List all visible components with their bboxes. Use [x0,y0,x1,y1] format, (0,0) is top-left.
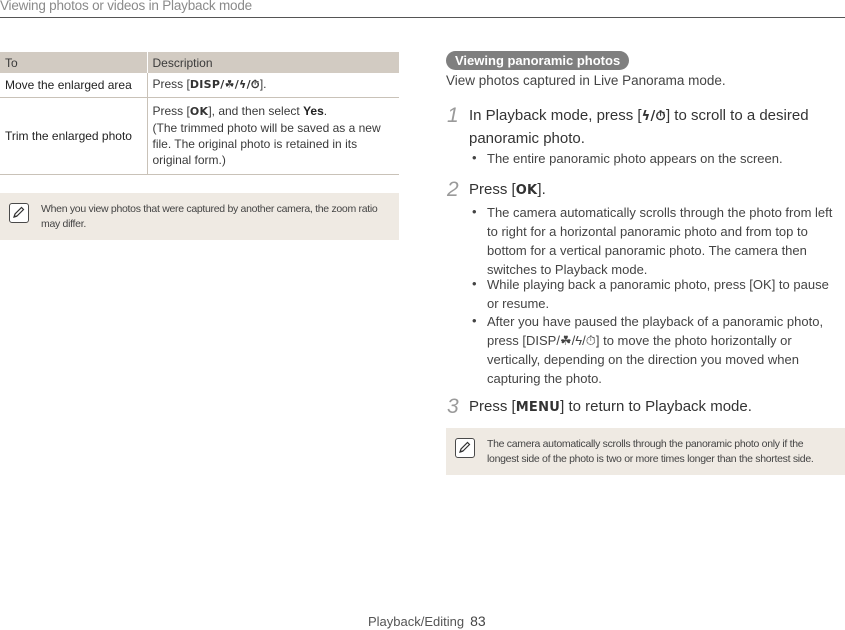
step-bullet: The entire panoramic photo appears on the screen. [487,151,783,166]
step-text-part: ] to scroll to a desired panoramic photo. [469,107,809,147]
desc-text: (The trimmed photo will be saved as a new file. The original photo is retained in its original form.) [152,121,381,167]
desc-text: ], and then select [208,104,304,118]
step-number: 1 [447,104,459,127]
step-text [469,396,752,419]
pencil-note-icon [9,203,29,223]
step-text-part: Press [ [469,181,516,198]
desc-text: . [323,104,328,118]
column-header-to: To [0,52,147,73]
step-text-part: In Playback mode, press [ [469,107,642,124]
note-box [446,428,845,475]
table-header-row [0,52,399,73]
button-keys-symbol: DISP/☘/ϟ/⏱ [189,78,260,92]
column-header-description: Description [147,52,399,73]
action-table [0,52,399,175]
row-description [147,97,399,174]
step-bullet: After you have paused the playback of a panoramic photo, press [DISP/☘/ϟ/⏱] to move the photo horizontally or vertically, depending on the direction you moved when capturing the photo. [487,314,824,386]
desc-text: Press [ [152,104,190,118]
step-bullet: While playing back a panoramic photo, press [OK] to pause or resume. [487,277,829,311]
ok-key-symbol: OK [515,183,538,198]
page-header [0,0,845,18]
note-box [0,193,399,240]
bullet-dot: • [472,276,477,291]
note-text: When you view photos that were captured by another camera, the zoom ratio may differ. [41,203,378,230]
page-footer [368,613,486,629]
menu-key-symbol: MENU [515,400,561,415]
desc-text: Press [ [152,77,190,92]
step-text [469,179,546,202]
header-title: Viewing photos or videos in Playback mode [0,0,252,13]
row-action: Move the enlarged area [0,73,147,97]
yes-option: Yes [303,104,324,118]
desc-text: ]. [259,77,267,92]
pencil-note-icon [455,438,475,458]
step-text-part: ]. [537,181,546,198]
bullet-dot: • [472,204,477,219]
row-action: Trim the enlarged photo [0,97,147,174]
step-number: 3 [447,395,459,418]
footer-section: Playback/Editing [368,614,465,629]
button-keys-symbol: ϟ/⏱ [641,109,666,124]
table-row [0,73,399,97]
row-description [147,73,399,97]
table-row [0,97,399,174]
bullet-dot: • [472,150,477,165]
step-text [469,105,839,150]
ok-key-symbol: OK [189,105,209,118]
bullet-dot: • [472,313,477,328]
step-text-part: ] to return to Playback mode. [560,398,752,415]
step-number: 2 [447,178,459,201]
page-number: 83 [470,613,486,629]
section-title: Viewing panoramic photos [446,51,629,70]
note-text: The camera automatically scrolls through the panoramic photo only if the longest side of the photo is two or more times longer than the shortest side. [487,438,814,465]
step-text-part: Press [ [469,398,516,415]
step-bullet: The camera automatically scrolls through the photo from left to right for a horizontal panoramic photo and from top to bottom for a vertical panoramic photo. The camera then switches to Playback mode. [487,205,833,277]
section-intro: View photos captured in Live Panorama mode. [446,73,726,88]
